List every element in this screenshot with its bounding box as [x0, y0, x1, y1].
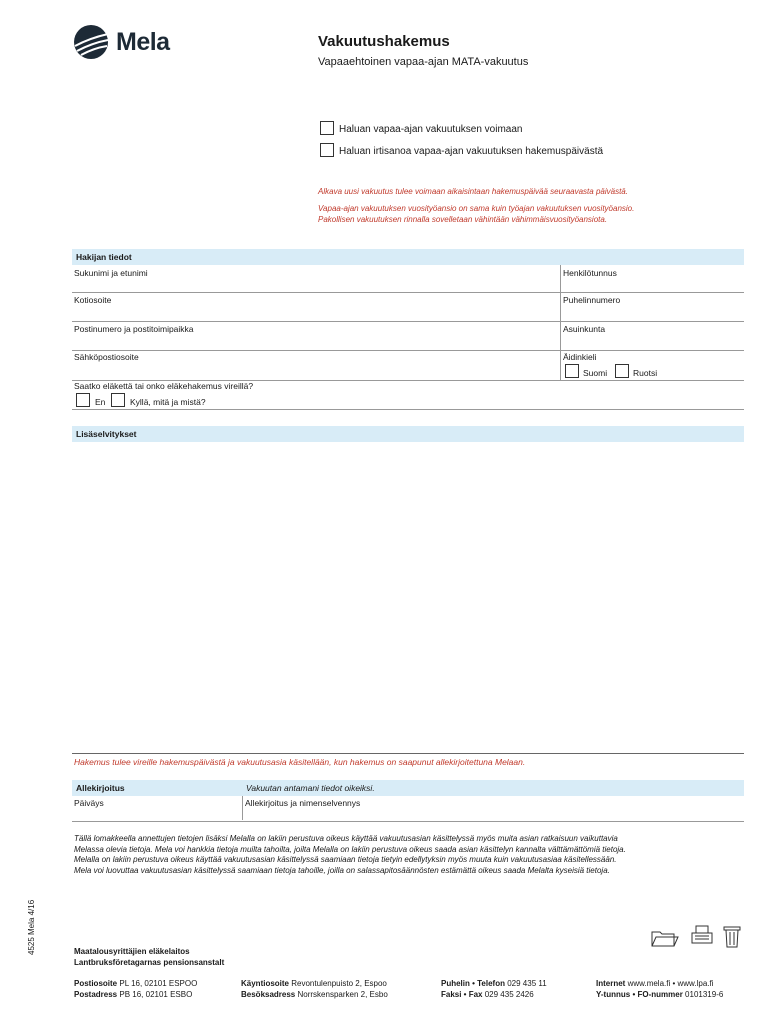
postal-label: Postinumero ja postitoimipaikka [74, 324, 194, 334]
trash-icon[interactable] [723, 925, 741, 954]
ssn-label: Henkilötunnus [563, 268, 617, 278]
form-title: Vakuutushakemus [318, 33, 450, 50]
logo-text: Mela [116, 27, 170, 56]
signature-confirm: Vakuutan antamani tiedot oikeiksi. [246, 783, 375, 793]
web-address[interactable]: www.mela.fi • www.lpa.fi [627, 979, 714, 988]
additional-info-textarea[interactable] [72, 444, 744, 750]
language-finnish-label: Suomi [583, 368, 608, 378]
mela-logo-icon [72, 24, 110, 60]
legal-line: Mela voi luovuttaa vakuutusasian käsittelyssä saamiaan tietoja tahoille, joilla on salassapitosäännösten estämättä oikeus saada Melalta kyseisiä tietoja. [74, 865, 610, 875]
org-name-sv: Lantbruksföretagarnas pensionsanstalt [74, 958, 225, 967]
email-label: Sähköpostiosoite [74, 352, 139, 362]
address-field[interactable] [72, 306, 559, 320]
phone-number: 029 435 11 [507, 979, 547, 988]
pension-no-checkbox[interactable] [76, 393, 90, 407]
footer-visit [241, 978, 388, 1000]
legal-line: Tällä lomakkeella annettujen tietojen lisäksi Melalla on lakiin perustuva oikeus käyttää vakuutusasian käsittelyssä myös muita asian ratkaisuun vaikuttavia [74, 834, 618, 843]
form-subtitle: Vapaaehtoinen vapaa-ajan MATA-vakuutus [318, 56, 529, 68]
pension-yes-label: Kyllä, mitä ja mistä? [130, 397, 206, 407]
post-fi-label: Postiosoite [74, 979, 118, 988]
ssn-field[interactable] [562, 278, 744, 291]
applicant-section-title: Hakijan tiedot [76, 252, 132, 262]
footer-web [596, 978, 723, 1000]
phone-label: Puhelinnumero [563, 295, 621, 305]
web-label: Internet [596, 979, 626, 988]
fax-label: Faksi • Fax [441, 990, 483, 999]
pension-details-field[interactable] [215, 395, 744, 408]
signature-field[interactable] [244, 808, 744, 820]
visit-fi: Revontulenpuisto 2, Espoo [291, 979, 387, 988]
post-sv-label: Postadress [74, 990, 118, 999]
footer-postal [74, 978, 197, 1000]
note-income: Vapaa-ajan vakuutuksen vuosityöansio on sama kuin työajan vakuutuksen vuosityöansio. [318, 204, 635, 213]
signature-section-title: Allekirjoitus [76, 783, 125, 793]
submission-note: Hakemus tulee vireille hakemuspäivästä ja vakuutusasia käsitellään, kun hakemus on saapunut allekirjoitettuna Melaan. [74, 757, 526, 767]
phone-field[interactable] [562, 306, 744, 320]
org-name-fi: Maatalousyrittäjien eläkelaitos [74, 947, 190, 956]
applicant-section-header [72, 249, 744, 265]
additional-section-header [72, 426, 744, 442]
pension-yes-checkbox[interactable] [111, 393, 125, 407]
footer-phone [441, 978, 547, 1000]
legal-line: Melassa olevia tietoja. Mela voi hankkia tietoja muilta tahoilta, joilta Melalla on lakiin perustuva oikeus saada asian käsittelyn kannalta välttämättömiä tietoja. [74, 844, 626, 854]
sign-label: Allekirjoitus ja nimenselvennys [245, 798, 361, 808]
option-activate-label: Haluan vapaa-ajan vakuutuksen voimaan [339, 124, 523, 135]
pension-question: Saatko eläkettä tai onko eläkehakemus vireillä? [74, 381, 254, 391]
visit-sv-label: Besöksadress [241, 990, 296, 999]
additional-section-title: Lisäselvitykset [76, 429, 137, 439]
language-label: Äidinkieli [563, 352, 597, 362]
address-label: Kotiosoite [74, 295, 112, 305]
legal-line: Melalla on lakiin perustuva oikeus käyttää vakuutusasian käsittelyssä saamiaan tietoja tietyin edellytyksin myös muuta kuin vakuutusasiaa käsitellessään. [74, 855, 617, 864]
footer-org [74, 946, 224, 968]
note-start: Alkava uusi vakuutus tulee voimaan aikaisintaan hakemuspäivää seuraavasta päivästä. [318, 187, 628, 196]
language-finnish-checkbox[interactable] [565, 364, 579, 378]
email-field[interactable] [72, 362, 559, 378]
visit-sv: Norrskensparken 2, Esbo [297, 990, 388, 999]
date-label: Päiväys [74, 798, 104, 808]
municipality-label: Asuinkunta [563, 324, 606, 334]
post-fi: PL 16, 02101 ESPOO [119, 979, 198, 988]
name-label: Sukunimi ja etunimi [74, 268, 148, 278]
option-terminate-checkbox[interactable] [320, 143, 334, 157]
visit-fi-label: Käyntiosoite [241, 979, 290, 988]
post-sv: PB 16, 02101 ESBO [119, 990, 193, 999]
legal-text [74, 834, 754, 876]
signature-section-header [72, 780, 744, 796]
pension-no-label: En [95, 397, 106, 407]
form-code: 4525 Mela 4/16 [27, 899, 36, 955]
fax-number: 029 435 2426 [484, 990, 534, 999]
name-field[interactable] [72, 278, 559, 291]
note-minimum: Pakollisen vakuutuksen rinnalla sovelletaan vähintään vähimmäisvuosityöansiota. [318, 215, 608, 224]
printer-icon[interactable] [690, 925, 714, 952]
municipality-field[interactable] [562, 335, 744, 349]
folder-icon[interactable] [650, 928, 680, 953]
mela-logo [72, 24, 170, 60]
business-id: 0101319-6 [685, 990, 724, 999]
date-field[interactable] [72, 808, 240, 820]
option-terminate-label: Haluan irtisanoa vapaa-ajan vakuutuksen hakemuspäivästä [339, 146, 604, 157]
id-label: Y-tunnus • FO-nummer [596, 990, 683, 999]
postal-field[interactable] [72, 335, 559, 349]
phone-label: Puhelin • Telefon [441, 979, 505, 988]
language-swedish-label: Ruotsi [633, 368, 658, 378]
language-swedish-checkbox[interactable] [615, 364, 629, 378]
option-activate-checkbox[interactable] [320, 121, 334, 135]
